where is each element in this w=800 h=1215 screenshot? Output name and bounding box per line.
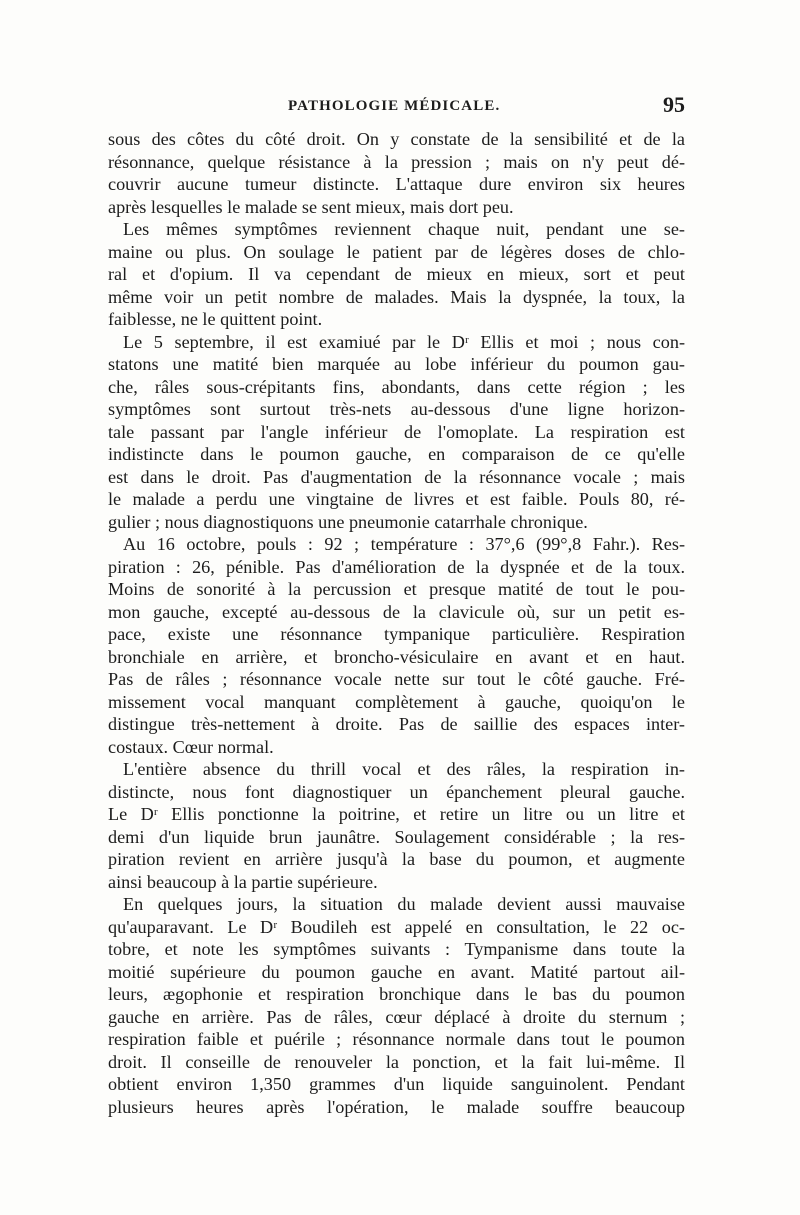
text-line: Moins de sonorité à la percussion et presque matité de tout le pou- — [108, 579, 685, 599]
text-line: maine ou plus. On soulage le patient par de légères doses de chlo- — [108, 241, 685, 262]
text-line: obtient environ 1,350 grammes d'un liquide sanguinolent. Pendant — [108, 1074, 685, 1094]
text-line: Pas de râles ; résonnance vocale nette sur tout le côté gauche. Fré- — [108, 669, 685, 689]
text-line: missement vocal manquant complètement à gauche, quoiqu'on le — [108, 691, 685, 712]
text-line: résonnance, quelque résistance à la pression ; mais on n'y peut dé- — [108, 151, 685, 172]
text-line: costaux. Cœur normal. — [108, 736, 274, 757]
text-line: gulier ; nous diagnostiquons une pneumonie catarrhale chronique. — [108, 511, 588, 532]
body-text — [108, 128, 685, 1118]
text-line: piration revient en arrière jusqu'à la base du poumon, et augmente — [108, 849, 685, 869]
text-line: pace, existe une résonnance tympanique particulière. Respiration — [108, 624, 685, 644]
text-line: distincte, nous font diagnostiquer un épanchement pleural gauche. — [108, 781, 685, 802]
text-line: statons une matité bien marquée au lobe inférieur du poumon gau- — [108, 354, 685, 374]
text-line: indistincte dans le poumon gauche, en comparaison de ce qu'elle — [108, 444, 685, 464]
text-line: demi d'un liquide brun jaunâtre. Soulagement considérable ; la res- — [108, 826, 685, 847]
text-line: après lesquelles le malade se sent mieux, mais dort peu. — [108, 196, 514, 217]
text-line: L'entière absence du thrill vocal et des râles, la respiration in- — [123, 759, 685, 779]
page-number: 95 — [663, 92, 685, 117]
text-line: gauche en arrière. Pas de râles, cœur déplacé à droite du sternum ; — [108, 1006, 685, 1027]
text-line: Les mêmes symptômes reviennent chaque nuit, pendant une se- — [123, 219, 685, 239]
text-line: qu'auparavant. Le Dʳ Boudileh est appelé en consultation, le 22 oc- — [108, 916, 685, 937]
text-line: mon gauche, excepté au-dessous de la clavicule où, sur un petit es- — [108, 601, 685, 622]
text-line: tobre, et note les symptômes suivants : Tympanisme dans toute la — [108, 939, 685, 959]
text-line: couvrir aucune tumeur distincte. L'attaque dure environ six heures — [108, 174, 685, 194]
text-line: distingue très-nettement à droite. Pas de saillie des espaces inter- — [108, 714, 685, 734]
text-line: ral et d'opium. Il va cependant de mieux en mieux, sort et peut — [108, 264, 685, 284]
text-line: Le Dʳ Ellis ponctionne la poitrine, et retire un litre ou un litre et — [108, 804, 685, 824]
page-header — [108, 92, 685, 126]
running-head: PATHOLOGIE MÉDICALE. — [288, 98, 501, 114]
text-line: ainsi beaucoup à la partie supérieure. — [108, 871, 378, 892]
text-line: che, râles sous-crépitants fins, abondants, dans cette région ; les — [108, 376, 685, 397]
text-line: est dans le droit. Pas d'augmentation de la résonnance vocale ; mais — [108, 466, 685, 487]
text-line: En quelques jours, la situation du malade devient aussi mauvaise — [123, 894, 685, 914]
text-line: faiblesse, ne le quittent point. — [108, 309, 323, 329]
text-line: Le 5 septembre, il est examiué par le Dʳ Ellis et moi ; nous con- — [123, 331, 685, 352]
text-line: moitié supérieure du poumon gauche en avant. Matité partout ail- — [108, 961, 685, 982]
text-line: Au 16 octobre, pouls : 92 ; température : 37°,6 (99°,8 Fahr.). Res- — [123, 534, 685, 554]
text-line: respiration faible et puérile ; résonnance normale dans tout le poumon — [108, 1029, 685, 1049]
text-line: leurs, ægophonie et respiration bronchique dans le bas du poumon — [108, 984, 685, 1004]
text-line: piration : 26, pénible. Pas d'amélioration de la dyspnée et de la toux. — [108, 556, 685, 577]
text-line: bronchiale en arrière, et broncho-vésiculaire en avant et en haut. — [108, 646, 685, 667]
text-line: le malade a perdu une vingtaine de livres et est faible. Pouls 80, ré- — [108, 489, 685, 509]
text-line: sous des côtes du côté droit. On y constate de la sensibilité et de la — [108, 129, 685, 149]
text-line: plusieurs heures après l'opération, le malade souffre beaucoup — [108, 1096, 685, 1117]
text-line: droit. Il conseille de renouveler la ponction, et la fait lui-même. Il — [108, 1051, 685, 1072]
text-line: même voir un petit nombre de malades. Mais la dyspnée, la toux, la — [108, 286, 685, 307]
text-line: tale passant par l'angle inférieur de l'omoplate. La respiration est — [108, 421, 685, 442]
text-line: symptômes sont surtout très-nets au-dessous d'une ligne horizon- — [108, 399, 685, 419]
